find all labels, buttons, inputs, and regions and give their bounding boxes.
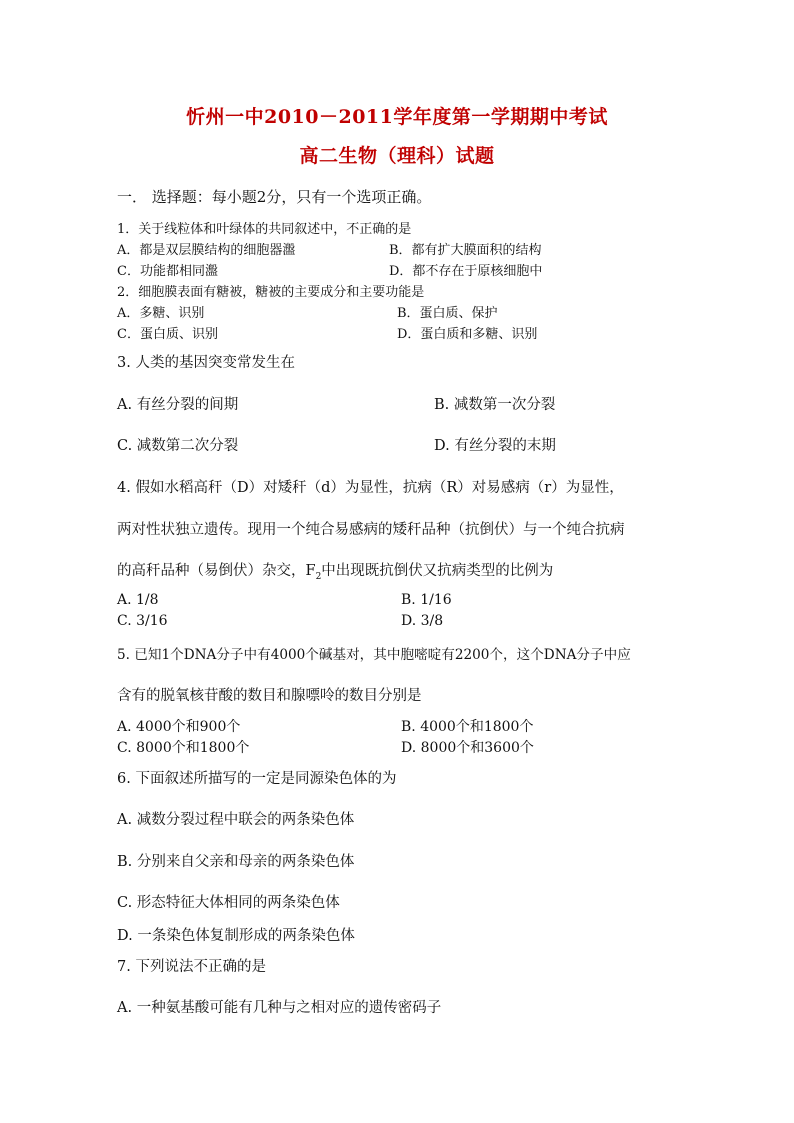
exam-subtitle: 高二生物（理科）试题 — [299, 145, 495, 167]
q7-option-a: A. 一种氨基酸可能有几种与之相对应的遗传密码子 — [117, 1000, 442, 1016]
q5-stem-line1: 5. 已知1个DNA分子中有4000个碱基对，其中胞嘧啶有2200个，这个DNA分子中应 — [117, 647, 631, 663]
q6-option-b: B. 分别来自父亲和母亲的两条染色体 — [117, 854, 355, 870]
q6-option-a: A. 减数分裂过程中联会的两条染色体 — [117, 812, 355, 828]
q1-stem: 1．关于线粒体和叶绿体的共同叙述中，不正确的是 — [117, 222, 412, 237]
q4-stem-line3: 的高秆品种（易倒伏）杂交，$F_2$中出现既抗倒伏又抗病类型的比例为 — [117, 563, 554, 582]
q3-option-c: C. 减数第二次分裂 — [117, 438, 239, 454]
q4-option-d: D. 3/8 — [401, 613, 444, 629]
q2-option-d: D．蛋白质和多糖、识别 — [397, 327, 538, 342]
q5-stem-line2: 含有的脱氧核苷酸的数目和腺嘌呤的数目分别是 — [117, 688, 422, 704]
exam-title: 忻州一中2010－2011学年度第一学期期中考试 — [186, 106, 608, 128]
q5-option-a: A. 4000个和900个 — [117, 719, 241, 735]
q2-option-b: B．蛋白质、保护 — [397, 306, 498, 321]
q5-option-b: B. 4000个和1800个 — [401, 719, 534, 735]
q6-option-d: D. 一条染色体复制形成的两条染色体 — [117, 928, 355, 944]
q1-option-a: A．都是双层膜结构的细胞器瀊 — [117, 243, 296, 258]
q6-stem: 6. 下面叙述所描写的一定是同源染色体的为 — [117, 771, 397, 787]
section-heading: 一． 选择题：每小题2分，只有一个选项正确。 — [117, 188, 432, 206]
q4-option-b: B. 1/16 — [401, 592, 452, 608]
q2-option-a: A．多糖、识别 — [117, 306, 205, 321]
q4-stem-line1: 4. 假如水稻高秆（D）对矮秆（d）为显性，抗病（R）对易感病（r）为显性， — [117, 480, 624, 496]
q4-option-a: A. 1/8 — [117, 592, 159, 608]
q7-stem: 7. 下列说法不正确的是 — [117, 959, 266, 975]
q3-stem: 3. 人类的基因突变常发生在 — [117, 355, 295, 371]
q2-stem: 2．细胞膜表面有糖被，糖被的主要成分和主要功能是 — [117, 285, 425, 300]
q3-option-d: D. 有丝分裂的末期 — [434, 438, 556, 454]
q5-option-d: D. 8000个和3600个 — [401, 740, 534, 756]
q6-option-c: C. 形态特征大体相同的两条染色体 — [117, 895, 340, 911]
q1-option-b: B．都有扩大膜面积的结构 — [389, 243, 542, 258]
q5-option-c: C. 8000个和1800个 — [117, 740, 250, 756]
q1-option-d: D．都不存在于原核细胞中 — [389, 264, 543, 279]
q4-stem-line2: 两对性状独立遗传。现用一个纯合易感病的矮秆品种（抗倒伏）与一个纯合抗病 — [117, 522, 625, 538]
q1-option-c: C．功能都相同瀊 — [117, 264, 218, 279]
q2-option-c: C．蛋白质、识别 — [117, 327, 218, 342]
q4-option-c: C. 3/16 — [117, 613, 168, 629]
q3-option-b: B. 减数第一次分裂 — [434, 397, 556, 413]
q3-option-a: A. 有丝分裂的间期 — [117, 397, 239, 413]
